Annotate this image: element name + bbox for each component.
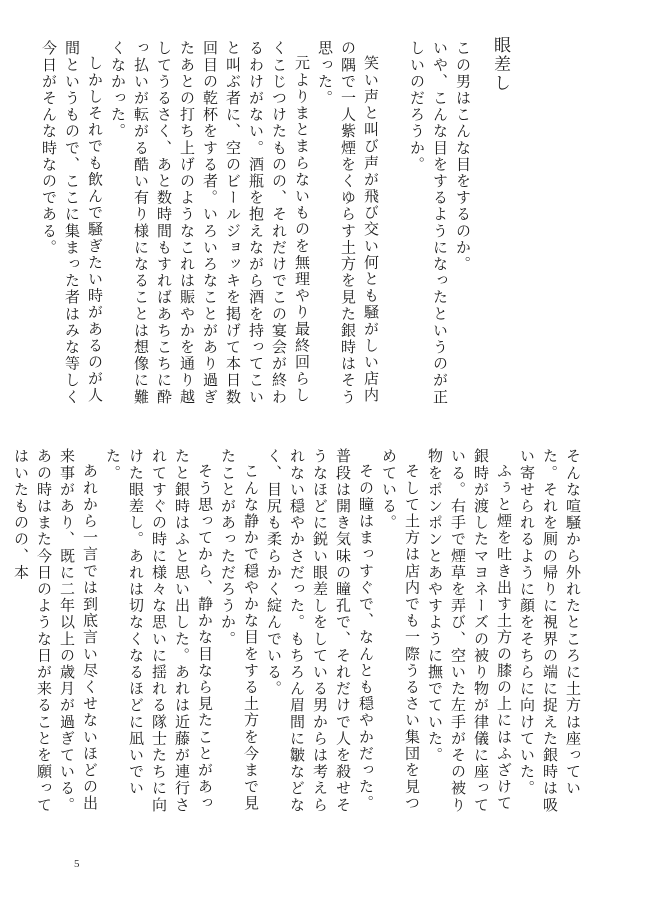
top-text-block: [40, 40, 474, 410]
paragraph: そう思ってから、静かな目なら見たことがあったと銀時はふと思い出した。あれは近藤が連行されてすぐの時に様々な思いに揺れる隊士たちに向けた眼差し。あれは切なくなるほどに凪いでいた。: [104, 448, 214, 814]
page-number: 5: [74, 858, 80, 870]
paragraph: 笑い声と叫び声が飛び交い何とも騒がしい店内の隅で一人紫煙をくゆらす土方を見た銀時はそう思った。: [316, 40, 380, 406]
paragraph: しかしそれでも飲んで騒ぎたい時があるのが人間というもので、ここに集まった者はみな等しく今日がそんな時なのである。: [40, 40, 104, 406]
paragraph: そして土方は店内でも一際うるさい集団を見つめている。: [380, 448, 421, 812]
paragraph: この男はこんな目をするのか。: [454, 40, 472, 273]
bottom-text-block: [12, 448, 584, 820]
paragraph: その瞳はまっすぐで、なんとも穏やかだった。普段は開き気味の瞳孔で、それだけで人を殺せそうなほどに鋭い眼差しをしている男からは考えられない穏やかさだった。もちろん眉間に皺などなく、目尻も柔らかく綻んでいる。: [265, 448, 375, 814]
paragraph: そんな喧騒から外れたところに土方は座っていた。それを厠の帰りに視界の端に捉えた銀時は吸い寄せられるように顔をそちらに向けていた。: [518, 448, 582, 814]
chapter-title: 眼差し: [490, 36, 510, 93]
paragraph: こんな静かで穏やかな目をする土方を今まで見たことがあっただろうか。: [219, 448, 260, 812]
paragraph: ふぅと煙を吐き出す土方の膝の上にはふざけて銀時が渡したマヨネーズの被り物が律儀に座っている。右手で煙草を弄び、空いた左手がその被り物をポンポンとあやすように撫でていた。: [426, 448, 513, 814]
paragraph: あれから一言では到底言い尽くせないほどの出来事があり、既に二年以上の歳月が過ぎている。あの時はまた今日のような日が来ることを願ってはいたものの、本: [12, 448, 99, 814]
paragraph: いや、こんな目をするようになったというのが正しいのだろうか。: [408, 40, 449, 406]
paragraph: 元よりまとまらないものを無理やり最終回らしくこじつけたものの、それだけでこの宴会が終わるわけがない。酒瓶を抱えながら酒を持ってこいと叫ぶ者に、空のビールジョッキを掲げて本日数回目の乾杯をする者。いろいろなことがあり過ぎたあとの打ち上げのようなこれは賑やかを通り越してうるさく、あと数時間もすればあちこちに酔っ払いが転がる酷い有り様になることは想像に難くなかった。: [109, 40, 311, 406]
